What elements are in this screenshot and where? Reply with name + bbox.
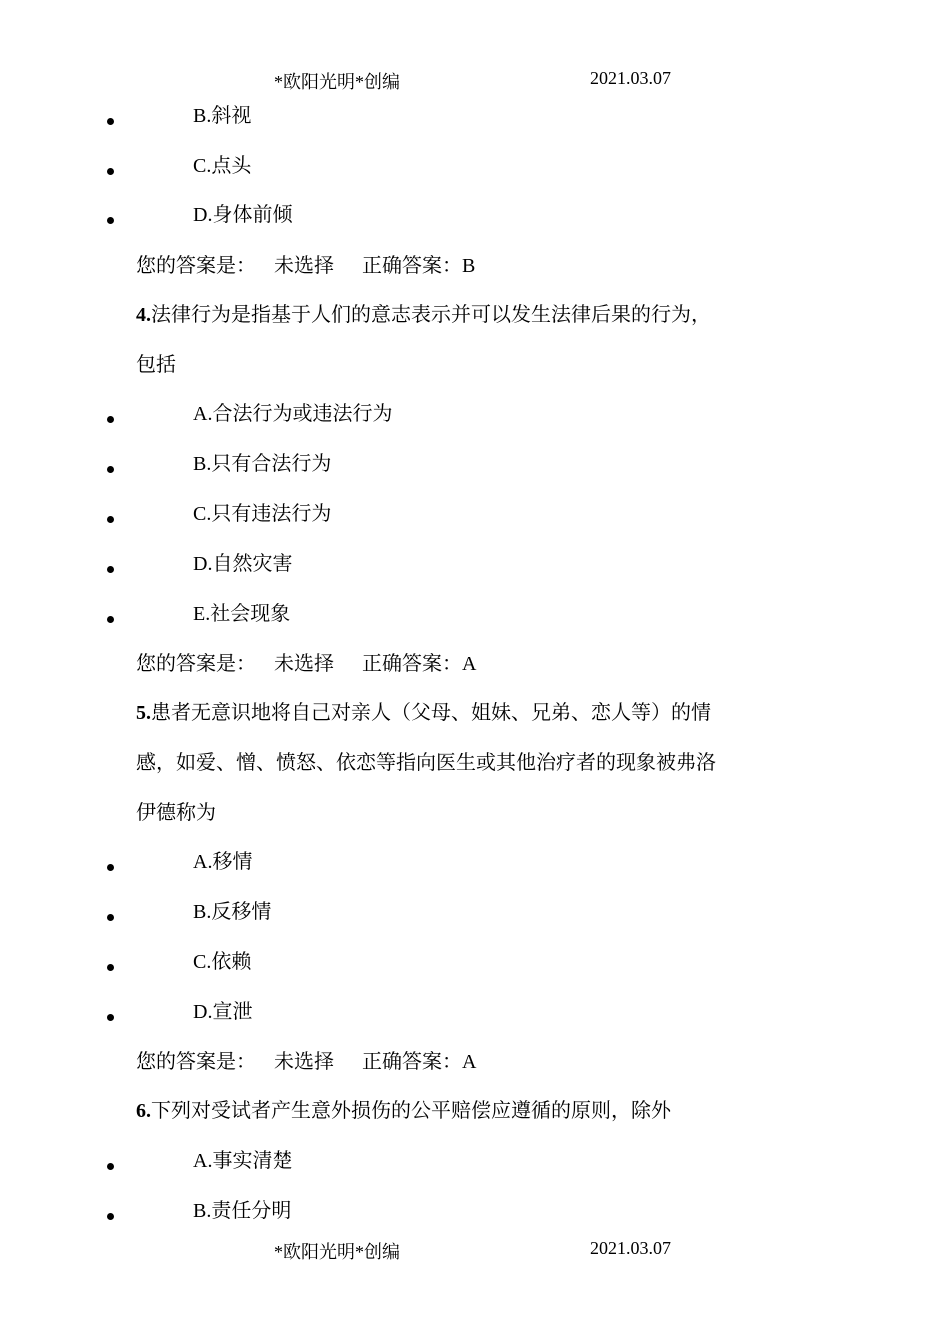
- question-number: 4.: [136, 304, 151, 326]
- q6-option-b[interactable]: B.责任分明: [0, 1195, 950, 1225]
- q4-stem-line-1: 4.法律行为是指基于人们的意志表示并可以发生法律后果的行为，: [136, 302, 711, 326]
- q3-option-d[interactable]: D.身体前倾: [0, 199, 950, 229]
- bullet-icon: [107, 217, 114, 224]
- q5-stem-line-3: 伊德称为: [136, 800, 216, 824]
- bullet-icon: [107, 864, 114, 871]
- q4-option-a[interactable]: A.合法行为或违法行为: [0, 398, 950, 428]
- q4-option-e[interactable]: E.社会现象: [0, 598, 950, 628]
- question-number: 5.: [136, 702, 151, 724]
- bullet-icon: [107, 914, 114, 921]
- q5-option-b[interactable]: B.反移情: [0, 896, 950, 926]
- bullet-icon: [107, 964, 114, 971]
- q4-option-d[interactable]: D.自然灾害: [0, 548, 950, 578]
- q5-stem-line-2: 感，如爱、憎、愤怒、依恋等指向医生或其他治疗者的现象被弗洛: [136, 750, 716, 774]
- correct-value: B: [462, 255, 476, 277]
- q6-stem-line-1: 6.下列对受试者产生意外损伤的公平赔偿应遵循的原则，除外: [136, 1098, 671, 1122]
- bullet-icon: [107, 466, 114, 473]
- bullet-icon: [107, 566, 114, 573]
- bullet-icon: [107, 168, 114, 175]
- q5-answer: [0, 1046, 950, 1076]
- bullet-icon: [107, 1163, 114, 1170]
- q4-stem-line-2: 包括: [136, 352, 176, 376]
- bullet-icon: [107, 1014, 114, 1021]
- q5-stem-line-1: 5.患者无意识地将自己对亲人（父母、姐妹、兄弟、恋人等）的情: [136, 700, 711, 724]
- bullet-icon: [107, 616, 114, 623]
- q5-option-d[interactable]: D.宣泄: [0, 996, 950, 1026]
- bullet-icon: [107, 416, 114, 423]
- header-author: *欧阳光明*创编: [274, 72, 400, 92]
- correct-value: A: [462, 653, 477, 675]
- page-header: [0, 68, 950, 92]
- footer-author: *欧阳光明*创编: [274, 1242, 400, 1262]
- bullet-icon: [107, 118, 114, 125]
- q4-option-b[interactable]: B.只有合法行为: [0, 448, 950, 478]
- answer-value: 未选择: [274, 1049, 334, 1073]
- correct-label: 正确答案：: [362, 253, 462, 277]
- q5-option-a[interactable]: A.移情: [0, 846, 950, 876]
- footer-date: 2021.03.07: [590, 1238, 671, 1258]
- q5-option-c[interactable]: C.依赖: [0, 946, 950, 976]
- q6-option-a[interactable]: A.事实清楚: [0, 1145, 950, 1175]
- q4-answer: [0, 648, 950, 678]
- header-date: 2021.03.07: [590, 68, 671, 88]
- q3-answer: [0, 250, 950, 280]
- answer-label: 您的答案是：: [136, 1049, 256, 1073]
- question-number: 6.: [136, 1100, 151, 1122]
- answer-value: 未选择: [274, 651, 334, 675]
- q3-option-b[interactable]: B.斜视: [0, 100, 950, 130]
- correct-value: A: [462, 1051, 477, 1073]
- q4-option-c[interactable]: C.只有违法行为: [0, 498, 950, 528]
- bullet-icon: [107, 516, 114, 523]
- answer-value: 未选择: [274, 253, 334, 277]
- correct-label: 正确答案：: [362, 1049, 462, 1073]
- answer-label: 您的答案是：: [136, 253, 256, 277]
- correct-label: 正确答案：: [362, 651, 462, 675]
- answer-label: 您的答案是：: [136, 651, 256, 675]
- q3-option-c[interactable]: C.点头: [0, 150, 950, 180]
- page-footer: [0, 1238, 950, 1262]
- bullet-icon: [107, 1213, 114, 1220]
